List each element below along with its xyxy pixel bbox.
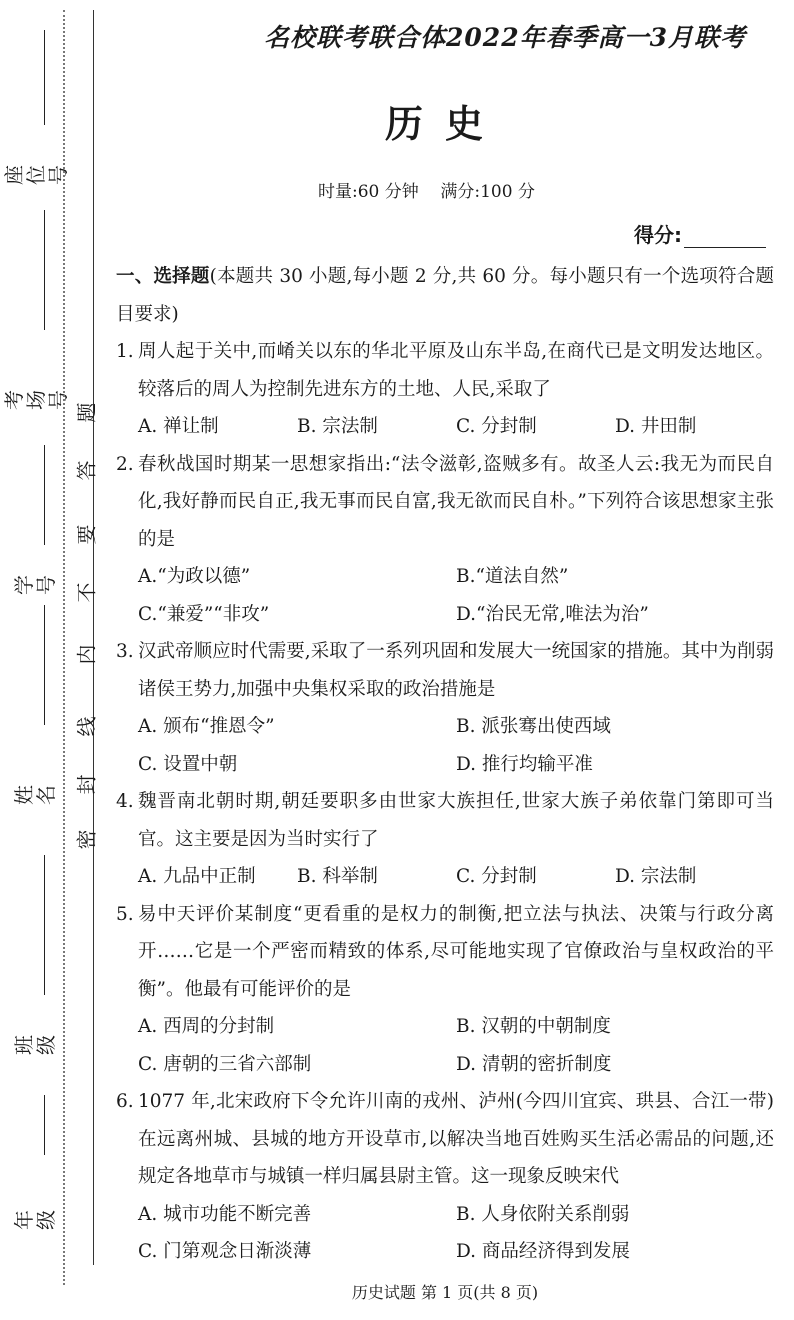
option-a[interactable]: A. 城市功能不断完善 bbox=[138, 1203, 312, 1225]
field-name: 姓 名 bbox=[12, 765, 58, 805]
time-label: 时量:60 分钟 bbox=[318, 182, 419, 202]
option-c[interactable]: C. 门第观念日渐淡薄 bbox=[138, 1241, 312, 1262]
question-number: 2. bbox=[116, 453, 134, 475]
option-a[interactable]: A. 九品中正制 bbox=[138, 866, 256, 887]
seal-border-line bbox=[93, 10, 94, 1265]
option-c[interactable]: C. 分封制 bbox=[456, 866, 537, 887]
field-room: 考场号 bbox=[2, 390, 70, 410]
question-2 bbox=[116, 446, 774, 634]
section-desc: (本题共 30 小题,每小题 2 分,共 60 分。每小题只有一个选项符合题目要求) bbox=[116, 266, 774, 325]
exam-meta bbox=[318, 177, 535, 202]
field-grade: 年 级 bbox=[12, 1190, 58, 1230]
question-5 bbox=[116, 896, 774, 1084]
question-number: 5. bbox=[116, 903, 134, 925]
option-a[interactable]: A. 禅让制 bbox=[138, 416, 219, 437]
option-b[interactable]: B. 科举制 bbox=[297, 866, 378, 887]
question-number: 3. bbox=[116, 641, 134, 662]
option-a[interactable]: A. 颁布“推恩令” bbox=[138, 716, 275, 737]
question-6 bbox=[116, 1083, 774, 1271]
field-seat: 座位号 bbox=[2, 165, 70, 185]
option-d[interactable]: D. 清朝的密折制度 bbox=[456, 1053, 612, 1075]
warn-char: 线 bbox=[74, 716, 99, 737]
question-stem: 汉武帝顺应时代需要,采取了一系列巩固和发展大一统国家的措施。其中为削弱诸侯王势力,加强中央集权采取的政治措施是 bbox=[138, 641, 774, 700]
question-stem: 魏晋南北朝时期,朝廷要职多由世家大族担任,世家大族子弟依靠门第即可当官。这主要是因为当时实行了 bbox=[138, 791, 774, 850]
name-line bbox=[44, 605, 45, 725]
question-stem: 春秋战国时期某一思想家指出:“法令滋彰,盗贼多有。故圣人云:我无为而民自化,我好静而民自正,我无事而民自富,我无欲而民自朴。”下列符合该思想家主张的是 bbox=[138, 453, 774, 550]
option-c[interactable]: C. 唐朝的三省六部制 bbox=[138, 1053, 312, 1075]
dotted-seal-line bbox=[63, 10, 65, 1285]
question-number: 1. bbox=[116, 341, 134, 362]
grade-line bbox=[44, 1095, 45, 1155]
subject-title: 历史 bbox=[384, 101, 505, 146]
student-id-line bbox=[44, 445, 45, 545]
warn-char: 不 bbox=[74, 582, 99, 603]
warn-char: 封 bbox=[74, 774, 99, 795]
question-number: 4. bbox=[116, 791, 134, 812]
option-b[interactable]: B. 人身依附关系削弱 bbox=[456, 1203, 630, 1225]
option-d[interactable]: D.“治民无常,唯法为治” bbox=[456, 603, 649, 625]
section-title: 一、选择题 bbox=[116, 266, 210, 287]
score-blank[interactable] bbox=[684, 227, 766, 248]
question-area bbox=[116, 258, 774, 1271]
option-c[interactable]: C. 设置中朝 bbox=[138, 753, 238, 775]
warn-char: 内 bbox=[74, 644, 99, 665]
warn-char: 题 bbox=[74, 402, 99, 423]
option-d[interactable]: D. 宗法制 bbox=[615, 866, 697, 887]
option-b[interactable]: B. 汉朝的中朝制度 bbox=[456, 1016, 611, 1037]
exam-title: 名校联考联合体2022年春季高一3月联考 bbox=[264, 23, 746, 52]
field-student-id: 学 号 bbox=[12, 555, 58, 595]
option-d[interactable]: D. 商品经济得到发展 bbox=[456, 1241, 630, 1262]
option-b[interactable]: B. 派张骞出使西域 bbox=[456, 716, 611, 737]
option-a[interactable]: A. 西周的分封制 bbox=[138, 1016, 275, 1037]
page-footer: 历史试题 第 1 页(共 8 页) bbox=[351, 1283, 539, 1302]
option-d[interactable]: D. 井田制 bbox=[615, 416, 697, 437]
warn-char: 密 bbox=[74, 829, 99, 850]
section-heading bbox=[116, 258, 774, 333]
field-class: 班 级 bbox=[12, 1015, 58, 1055]
score-label: 满分:100 分 bbox=[440, 182, 535, 202]
question-3 bbox=[116, 633, 774, 783]
option-a[interactable]: A.“为政以德” bbox=[138, 566, 251, 587]
option-b[interactable]: B.“道法自然” bbox=[456, 566, 569, 587]
question-stem: 周人起于关中,而崤关以东的华北平原及山东半岛,在商代已是文明发达地区。较落后的周人为控制先进东方的土地、人民,采取了 bbox=[138, 341, 774, 400]
option-c[interactable]: C.“兼爱”“非攻” bbox=[138, 603, 270, 625]
option-c[interactable]: C. 分封制 bbox=[456, 416, 537, 437]
class-line bbox=[44, 855, 45, 995]
warn-char: 要 bbox=[74, 524, 99, 545]
question-1 bbox=[116, 333, 774, 446]
binding-strip bbox=[0, 0, 120, 1320]
question-number: 6. bbox=[116, 1091, 134, 1112]
score-field bbox=[634, 219, 766, 248]
warn-char: 答 bbox=[74, 460, 99, 481]
question-4 bbox=[116, 783, 774, 896]
question-stem: 易中天评价某制度“更看重的是权力的制衡,把立法与执法、决策与行政分离开……它是一个严密而精致的体系,尽可能地实现了官僚政治与皇权政治的平衡”。他最有可能评价的是 bbox=[138, 903, 774, 1000]
score-field-label: 得分: bbox=[634, 223, 682, 247]
question-stem: 1077 年,北宋政府下令允许川南的戎州、泸州(今四川宜宾、珙县、合江一带)在远离州城、县城的地方开设草市,以解决当地百姓购买生活必需品的问题,还规定各地草市与城镇一样归属县尉主管。这一现象反映宋代 bbox=[138, 1091, 774, 1187]
option-b[interactable]: B. 宗法制 bbox=[297, 416, 378, 437]
room-line bbox=[44, 210, 45, 330]
option-d[interactable]: D. 推行均输平准 bbox=[456, 753, 593, 775]
